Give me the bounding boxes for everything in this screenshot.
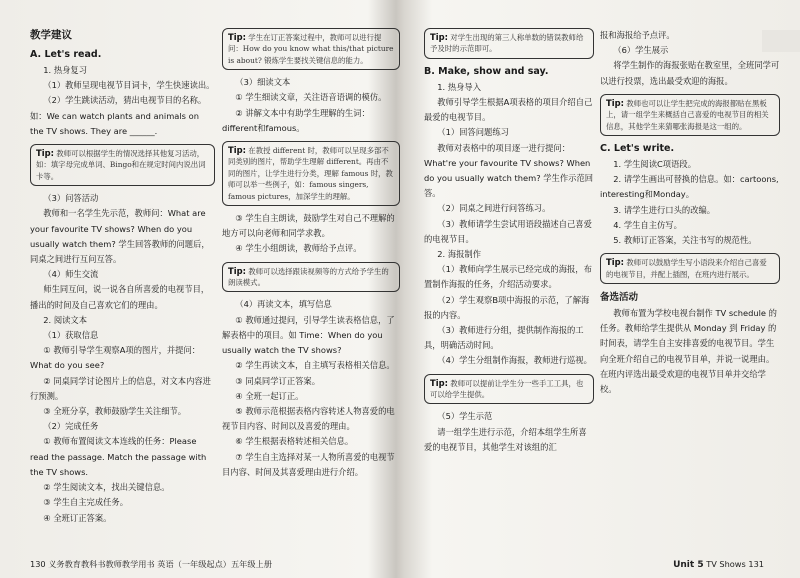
text-line: （5）学生示范 — [437, 411, 493, 422]
text-line: （6）学生展示 — [613, 45, 669, 56]
text-line: （3）问答活动 — [43, 193, 99, 204]
teaching-suggestions-heading: 教学建议 — [30, 29, 72, 41]
left-column-1 — [30, 28, 215, 526]
text-line: ③ 学生自主朗读，鼓励学生对自己不理解的地方可以向老师和同学求教。 — [222, 213, 395, 239]
text-line: （1）回答问题练习 — [437, 127, 509, 138]
right-column-1 — [424, 28, 594, 455]
text-line: ③ 学生自主完成任务。 — [43, 497, 129, 508]
tip-label: Tip: — [36, 148, 54, 159]
tip-text: 教师可以提前让学生分一些手工工具，也可以给学生提供。 — [430, 378, 584, 400]
optional-activity-heading: 备选活动 — [600, 292, 639, 304]
tip-box — [600, 94, 780, 136]
text-line: ① 学生细读文章，关注语音语调的模仿。 — [235, 92, 387, 103]
text-line: ⑥ 学生根据表格转述相关信息。 — [235, 436, 354, 447]
text-line: ① 教师通过提问，引导学生读表格信息，了解表格中的项目。如 Time：When do you usually watch the TV shows? — [222, 314, 395, 356]
text-line: 师生同互问，说一说各自所喜爱的电视节目，播出的时间及自己喜欢它们的理由。 — [30, 284, 210, 310]
text-line: ① 教师布置阅读文本连线的任务：Please read the passage. Match the passage with the TV shows. — [30, 436, 207, 477]
text-line: （3）教师进行分组，提供制作海报的工具，明确活动时间。 — [424, 325, 584, 351]
text-line: （1）教师向学生展示已经完成的海报，布置制作海报的任务，介绍活动要求。 — [424, 264, 592, 290]
text-line: 2. 请学生画出可替换的信息。如：cartoons, interesting和Monday。 — [600, 174, 779, 200]
tip-text: 教师也可以让学生把完成的海报都贴在黑板上，请一组学生来概括自己喜爱的电视节目的相关信息，其他学生来猜哪张海报是这一组的。 — [606, 98, 769, 131]
text-line: 教师和一名学生先示范，教师问：What are your favourite TV shows? When do you usually watch them? 学生回答教师的问题后，同桌之间进行互问互答。 — [30, 208, 210, 265]
text-line: 2. 海报制作 — [437, 249, 482, 260]
text-line: ② 同桌同学讨论图片上的信息，对文本内容进行预测。 — [30, 375, 211, 401]
text-line: 教师引导学生根据A项表格的项目介绍自己最爱的电视节目。 — [424, 97, 593, 123]
text-line: ④ 全班一起订正。 — [235, 390, 304, 401]
text-line: ③ 同桌同学订正答案。 — [235, 375, 321, 386]
tip-text: 教师可以鼓励学生写小语段来介绍自己喜爱的电视节目，并配上插图，在班内进行展示。 — [606, 258, 767, 279]
tip-box — [222, 262, 400, 293]
tip-label: Tip: — [228, 32, 246, 42]
text-line: 2. 阅读文本 — [43, 314, 88, 325]
text-line: （2）同桌之间进行问答练习。 — [437, 203, 551, 214]
text-line: 请一组学生进行示范，介绍本组学生所喜爱的电视节目，其他学生对该组的汇 — [424, 426, 587, 452]
text-line: ① 教师引导学生观察A项的图片，并提问：What do you see? — [30, 345, 201, 371]
section-b-heading: B. Make, show and say. — [424, 65, 549, 77]
text-line: （4）师生交流 — [43, 269, 99, 280]
tip-text: 对学生出现的第三人称单数的错误教师给予及时的示范即可。 — [430, 33, 584, 54]
tip-text: 教师可以选择跟读视频等的方式给予学生的朗读模式。 — [228, 266, 389, 288]
text-line: （4）再读文本，填写信息 — [235, 299, 332, 310]
tip-label: Tip: — [606, 257, 624, 268]
text-line: （3）细读文本 — [235, 77, 291, 88]
tip-text: 学生在订正答案过程中，教师可以进行提问：How do you know what this/that picture is about? 锻炼学生要找关键信息的能力。 — [228, 33, 394, 65]
text-line: （2）学生观察B项中海报的示范，了解海报的内容。 — [424, 294, 590, 320]
tip-label: Tip: — [228, 145, 246, 156]
text-line: ③ 全班分享，教师鼓励学生关注细节。 — [43, 406, 187, 417]
text-line: 将学生制作的海报张贴在教室里，全班同学可以进行投票，选出最受欢迎的海报。 — [600, 60, 780, 86]
left-column-2 — [222, 28, 400, 480]
tip-box — [600, 253, 780, 284]
text-line: ② 学生阅读文本，找出关键信息。 — [43, 482, 170, 493]
text-line: （3）教师请学生尝试用语段描述自己喜爱的电视节目。 — [424, 218, 592, 244]
text-line: 报和海报给予点评。 — [600, 30, 675, 40]
text-line: 4. 学生自主仿写。 — [613, 219, 682, 230]
text-line: ⑤ 教师示范根据表格内容转述人物喜爱的电视节目内容、时间以及喜爱的理由。 — [222, 405, 395, 432]
tip-label: Tip: — [430, 32, 448, 42]
tip-box — [424, 374, 594, 405]
tip-text: 在教授 different 时，教师可以呈现多部不同类别的图片，帮助学生理解 different。再由不同的图片，让学生进行分类，理解 famous 时，教师可以举一些例子，如：famous singers, famous pictures，加深学生的理解。 — [228, 146, 393, 201]
section-a-heading: A. Let's read. — [30, 49, 102, 60]
tip-box — [424, 28, 594, 59]
text-line: 3. 请学生进行口头的改编。 — [613, 204, 716, 215]
text-line: （2）学生跳读活动，猜出电视节目的名称。如：We can watch plants and animals on the TV shows. They are ______. — [30, 95, 207, 136]
text-line: 5. 教师订正答案，关注书写的规范性。 — [613, 235, 757, 246]
tip-box — [30, 144, 215, 186]
footer-unit: Unit 5 — [673, 560, 704, 570]
tip-label: Tip: — [606, 97, 624, 108]
text-line: ④ 学生小组朗读，教师给予点评。 — [235, 243, 362, 254]
text-line: ② 讲解文本中有助学生理解的生词：different和famous。 — [222, 107, 370, 133]
text-line: （1）获取信息 — [43, 330, 99, 341]
text-line: ⑦ 学生自主选择对某一人物所喜爱的电视节目内容、时间及其喜爱理由进行介绍。 — [222, 451, 395, 477]
page-corner-decoration — [762, 30, 800, 52]
tip-label: Tip: — [228, 265, 246, 276]
text-line: 1. 学生阅读C项语段。 — [613, 159, 696, 170]
text-line: 1. 热身复习 — [43, 65, 88, 75]
tip-box — [222, 141, 400, 206]
tip-label: Tip: — [430, 377, 448, 388]
section-c-heading: C. Let's write. — [600, 143, 675, 155]
text-line: （1）教师呈现电视节目词卡，学生快速读出。 — [43, 80, 215, 91]
footer-page-number: 131 — [748, 559, 764, 569]
text-line: ② 学生再读文本，自主填写表格相关信息。 — [235, 360, 395, 371]
right-column-2 — [600, 28, 780, 397]
right-page-footer — [673, 559, 764, 570]
text-line: （2）完成任务 — [43, 421, 99, 432]
text-line: 教师对表格中的项目逐一进行提问：What're your favourite TV shows? When do you usually watch them? 学生作示范回答。 — [424, 142, 594, 199]
text-line: ④ 全班订正答案。 — [43, 512, 112, 523]
footer-title: TV Shows — [706, 559, 746, 569]
left-page-footer: 130 义务教育教科书教师教学用书 英语（一年级起点）五年级上册 — [30, 559, 272, 569]
optional-activity-text: 教师布置为学校电视台制作 TV schedule 的任务。教师给学生提供从 Monday 到 Friday 的时间表，请学生自主安排喜爱的电视节目。学生向全班介绍自己的电视节目单，并说一说理由。在班内评选出最受欢迎的电视节目单并交给学校。 — [600, 308, 777, 395]
text-line: （4）学生分组制作海报，教师进行巡视。 — [437, 355, 592, 366]
tip-text: 教师可以根据学生的情况选择其他复习活动，如：填字母完成单词、Bingo和在规定时间内说出词卡等。 — [36, 149, 206, 181]
tip-box — [222, 28, 400, 70]
text-line: 1. 热身导入 — [437, 81, 482, 92]
